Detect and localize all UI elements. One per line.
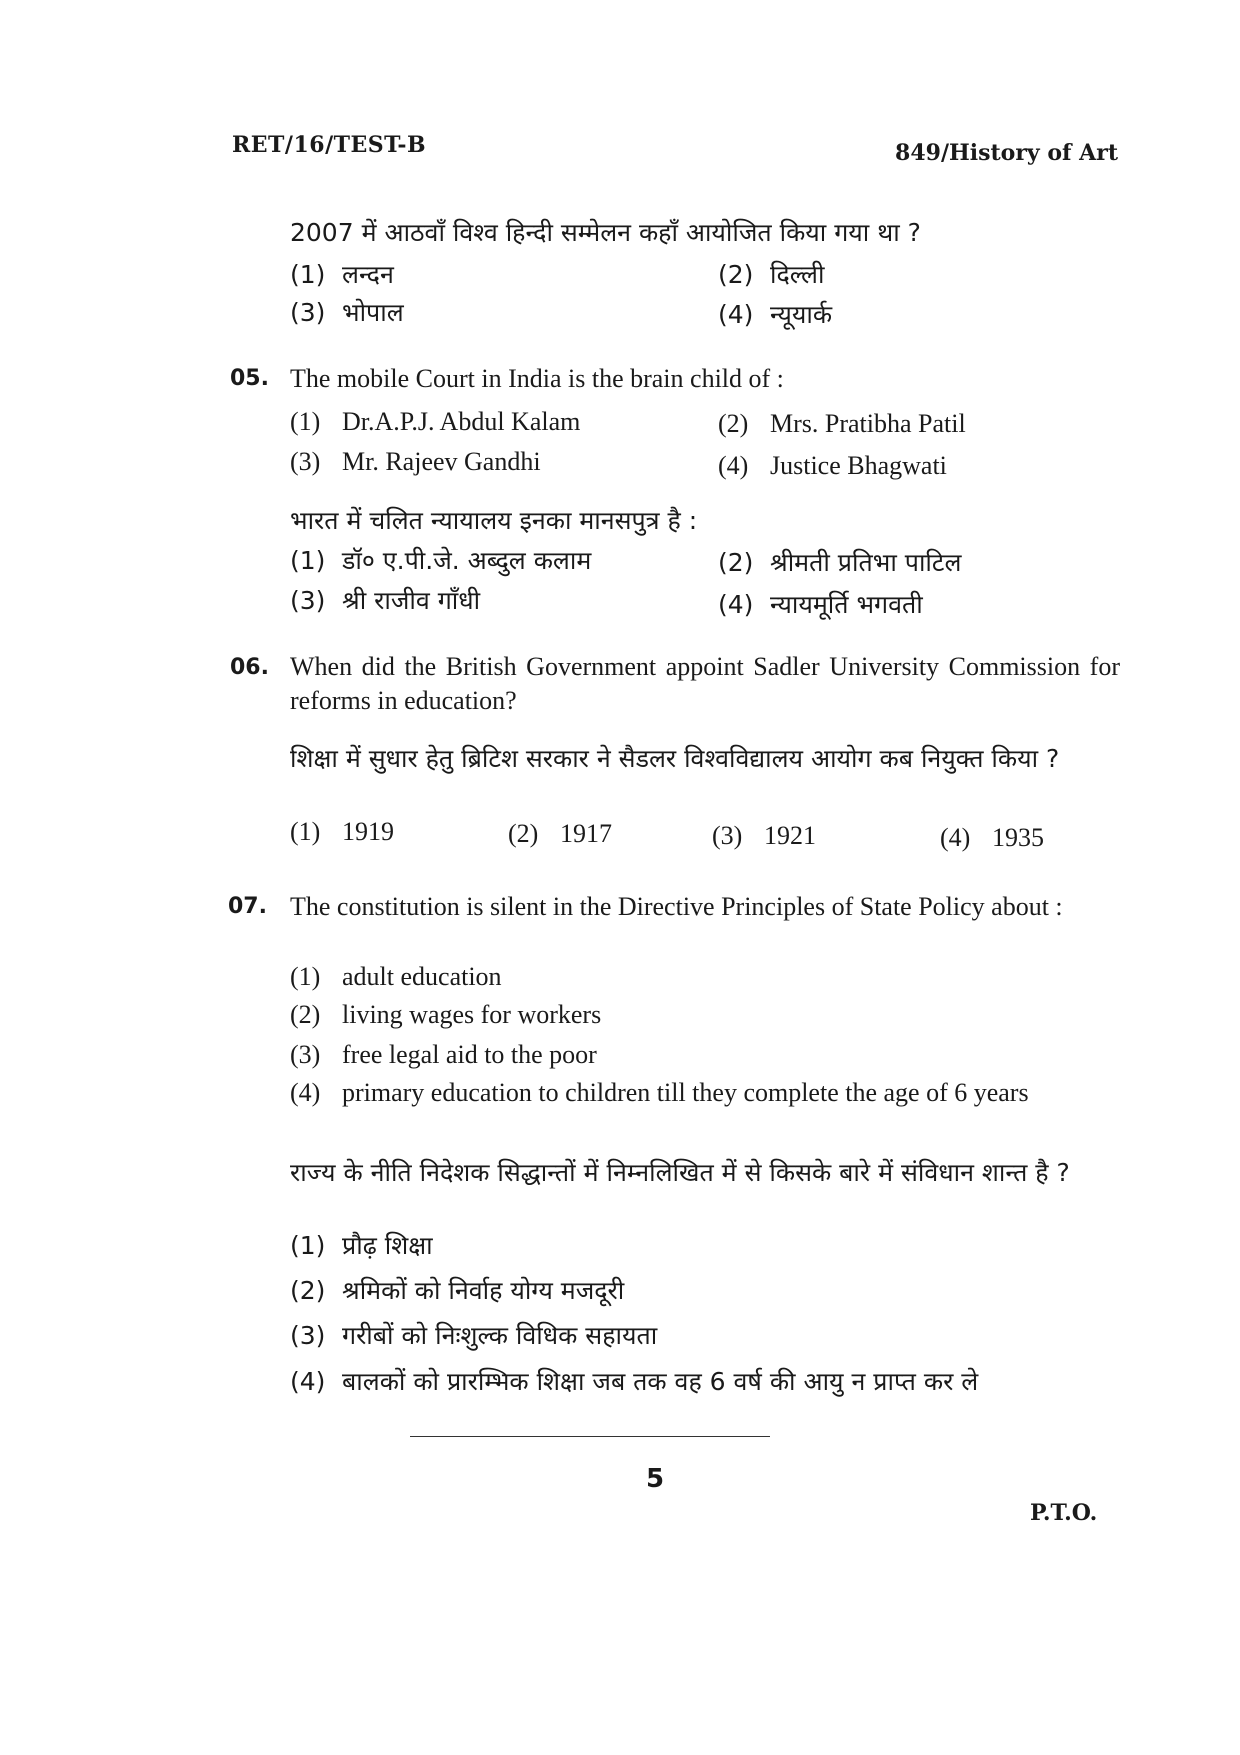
q05-option-hi-1 [290, 543, 591, 577]
option-text: बालकों को प्रारम्भिक शिक्षा जब तक वह 6 वर्ष की आयु न प्राप्त कर ले [342, 1367, 979, 1396]
option-text: श्रमिकों को निर्वाह योग्य मजदूरी [342, 1276, 625, 1305]
option-number: (1) [290, 546, 326, 575]
option-text: 1935 [992, 823, 1044, 852]
option-text: living wages for workers [342, 1000, 602, 1029]
q05-option-en-3 [290, 447, 541, 477]
option-text: primary education to children till they complete the age of 6 years [342, 1078, 1029, 1107]
option-text: Dr.A.P.J. Abdul Kalam [342, 407, 581, 436]
q07-option-hi-2 [290, 1273, 624, 1307]
page-number: 5 [646, 1464, 665, 1494]
q06-option-3 [712, 821, 816, 851]
option-number: (4) [718, 451, 749, 480]
q06-option-4 [940, 823, 1044, 853]
option-number: (2) [290, 1000, 321, 1029]
q04-option-1 [290, 257, 394, 291]
q07-option-hi-1 [290, 1228, 433, 1262]
option-number: (1) [290, 962, 321, 991]
option-text: adult education [342, 962, 502, 991]
q05-option-en-2 [718, 409, 966, 439]
option-number: (3) [290, 298, 326, 327]
option-text: 1919 [342, 817, 394, 846]
option-number: (1) [290, 1231, 326, 1260]
please-turn-over: P.T.O. [1030, 1500, 1098, 1526]
q04-option-4 [718, 297, 832, 331]
option-number: (1) [290, 407, 321, 436]
option-number: (4) [940, 823, 971, 852]
option-number: (2) [718, 409, 749, 438]
q07-question-english: The constitution is silent in the Directive Principles of State Policy about : [290, 892, 1063, 921]
option-text: 1917 [560, 819, 612, 848]
q07-question-hindi: राज्य के नीति निदेशक सिद्धान्तों में निम्नलिखित में से किसके बारे में संविधान शान्त है ? [290, 1158, 1070, 1187]
q07-option-en-1 [290, 962, 502, 992]
option-text: डॉ० ए.पी.जे. अब्दुल कलाम [342, 546, 592, 575]
option-number: (4) [718, 300, 754, 329]
option-number: (3) [712, 821, 743, 850]
option-number: (2) [508, 819, 539, 848]
q07-option-hi-3 [290, 1318, 657, 1352]
q04-question-hindi: 2007 में आठवाँ विश्व हिन्दी सम्मेलन कहाँ आयोजित किया गया था ? [290, 218, 921, 247]
q05-question-hindi: भारत में चलित न्यायालय इनका मानसपुत्र है : [290, 506, 698, 535]
option-number: (3) [290, 1321, 326, 1350]
option-text: Justice Bhagwati [770, 451, 947, 480]
option-text: प्रौढ़ शिक्षा [342, 1231, 433, 1260]
option-text: न्यायमूर्ति भगवती [770, 590, 923, 619]
q05-question-english: The mobile Court in India is the brain child of : [290, 364, 784, 393]
q05-option-en-4 [718, 451, 947, 481]
option-number: (3) [290, 586, 326, 615]
q06-option-1 [290, 817, 394, 847]
option-text: दिल्ली [770, 260, 825, 289]
option-text: न्यूयार्क [770, 300, 833, 329]
q06-option-2 [508, 819, 612, 849]
q05-option-hi-4 [718, 587, 923, 621]
option-number: (2) [718, 548, 754, 577]
q07-option-en-2 [290, 1000, 601, 1030]
q04-option-3 [290, 295, 404, 329]
q07-number: 07. [228, 894, 267, 919]
option-number: (1) [290, 817, 321, 846]
option-text: Mr. Rajeev Gandhi [342, 447, 541, 476]
option-number: (4) [290, 1367, 326, 1396]
option-text: गरीबों को निःशुल्क विधिक सहायता [342, 1321, 658, 1350]
q06-question-hindi: शिक्षा में सुधार हेतु ब्रिटिश सरकार ने सैडलर विश्वविद्यालय आयोग कब नियुक्त किया ? [290, 744, 1060, 773]
option-text: भोपाल [342, 298, 404, 327]
q07-option-en-4 [290, 1078, 1120, 1108]
option-text: श्रीमती प्रतिभा पाटिल [770, 548, 962, 577]
q06-question-english: When did the British Government appoint Sadler University Commission for reforms in education? [290, 652, 1120, 715]
option-text: Mrs. Pratibha Patil [770, 409, 966, 438]
option-text: 1921 [764, 821, 816, 850]
option-text: लन्दन [342, 260, 394, 289]
q04-option-2 [718, 257, 824, 291]
q07-option-hi-4 [290, 1364, 978, 1398]
option-number: (2) [290, 1276, 326, 1305]
q07-option-en-3 [290, 1040, 597, 1070]
option-number: (3) [290, 1040, 321, 1069]
option-number: (3) [290, 447, 321, 476]
q05-number: 05. [230, 366, 269, 391]
option-number: (1) [290, 260, 326, 289]
q06-number: 06. [230, 655, 269, 680]
paper-code: RET/16/TEST-B [232, 132, 427, 158]
q05-option-en-1 [290, 407, 580, 437]
option-number: (2) [718, 260, 754, 289]
option-number: (4) [718, 590, 754, 619]
end-divider [410, 1436, 770, 1437]
option-text: श्री राजीव गाँधी [342, 586, 481, 615]
q05-option-hi-3 [290, 583, 480, 617]
subject-code: 849/History of Art [895, 140, 1118, 166]
option-text: free legal aid to the poor [342, 1040, 597, 1069]
q05-option-hi-2 [718, 545, 961, 579]
option-number: (4) [290, 1078, 321, 1107]
